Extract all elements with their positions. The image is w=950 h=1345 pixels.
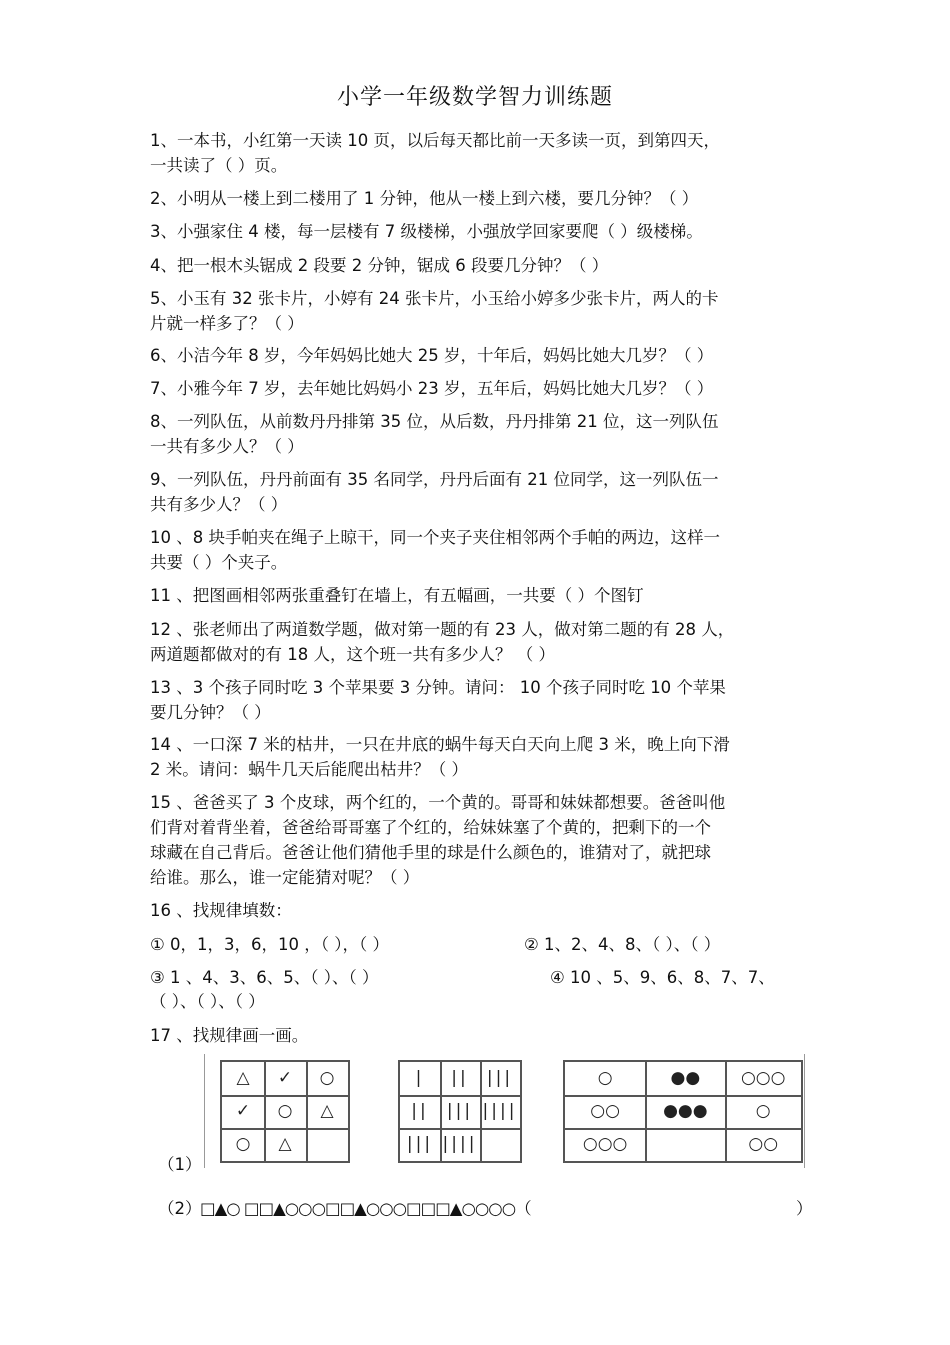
question-9-line-1: 9、一列队伍，丹丹前面有 35 名同学，丹丹后面有 21 位同学，这一列队伍一 <box>150 470 719 489</box>
question-10-line-2: 共要（ ）个夹子。 <box>150 553 288 572</box>
question-17-line-1: 17 、找规律画一画。 <box>150 1026 309 1045</box>
question-15 <box>150 790 820 890</box>
figure-frame-right <box>804 1054 805 1168</box>
figure-frame-left <box>204 1054 205 1168</box>
grid-cell <box>565 1062 645 1095</box>
grid-cell <box>306 1062 348 1095</box>
question-14-line-1: 14 、一口深 7 米的枯井，一只在井底的蜗牛每天白天向上爬 3 米，晚上向下滑 <box>150 735 730 754</box>
grid-cell-symbol: ●● <box>670 1068 701 1088</box>
question-5 <box>150 286 820 336</box>
question-9-line-2: 共有多少人？（ ） <box>150 495 288 514</box>
grid-cell <box>725 1128 801 1161</box>
grid-cell <box>400 1128 440 1161</box>
grid-cell-symbol: ○○ <box>590 1101 620 1121</box>
grid-cell <box>400 1095 440 1128</box>
grid-cell <box>400 1062 440 1095</box>
grid-cell <box>306 1128 348 1161</box>
sequence-4-continued: （ ）、（ ）、（ ） <box>150 992 265 1011</box>
grid-cell-symbol: ●●● <box>663 1101 708 1121</box>
puzzle-2-label: （2） <box>158 1199 202 1218</box>
grid-cell-symbol: ✓ <box>235 1101 251 1121</box>
question-8-line-2: 一共有多少人？（ ） <box>150 437 304 456</box>
question-1-line-2: 一共读了（ ）页。 <box>150 156 288 175</box>
grid-cell-symbol: ||| <box>446 1101 474 1121</box>
question-13 <box>150 675 820 725</box>
question-10-line-1: 10 、8 块手帕夹在绳子上晾干，同一个夹子夹住相邻两个手帕的两边，这样一 <box>150 528 720 547</box>
question-11-line-1: 11 、把图画相邻两张重叠钉在墙上，有五幅画，一共要（ ）个图钉 <box>150 586 644 605</box>
grid-cell <box>645 1128 725 1161</box>
question-4-line-1: 4、把一根木头锯成 2 段要 2 分钟，锯成 6 段要几分钟？（ ） <box>150 256 609 275</box>
grid-cell <box>645 1095 725 1128</box>
question-15-line-4: 给谁。那么，谁一定能猜对呢？（ ） <box>150 868 420 887</box>
question-17 <box>150 1023 820 1048</box>
grid-cell-symbol: || <box>411 1101 429 1121</box>
question-12-line-1: 12 、张老师出了两道数学题，做对第一题的有 23 人，做对第二题的有 28 人， <box>150 620 735 639</box>
question-7-line-1: 7、小雅今年 7 岁，去年她比妈妈小 23 岁，五年后，妈妈比她大几岁？（ ） <box>150 379 714 398</box>
question-10 <box>150 525 820 575</box>
grid-cell <box>440 1062 480 1095</box>
question-14-line-2: 2 米。请问：蜗牛几天后能爬出枯井？（ ） <box>150 760 468 779</box>
question-2 <box>150 186 820 211</box>
question-8 <box>150 409 820 459</box>
grid-cell-symbol: ○ <box>235 1134 251 1154</box>
grid-cell <box>222 1062 264 1095</box>
question-7 <box>150 376 820 401</box>
sequence-3: ③ 1 、4、3、6、5、（ ）、（ ） <box>150 968 379 987</box>
grid-cell <box>306 1095 348 1128</box>
grid-cell-symbol: |||| <box>442 1134 478 1154</box>
grid-cell-symbol: △ <box>278 1134 292 1154</box>
page-title: 小学一年级数学智力训练题 <box>336 85 613 110</box>
question-6 <box>150 343 820 368</box>
grid-cell-symbol: △ <box>236 1068 250 1088</box>
puzzle-1-label: （1） <box>158 1155 202 1174</box>
grid-cell <box>440 1095 480 1128</box>
question-14 <box>150 732 820 782</box>
grid-cell <box>440 1128 480 1161</box>
grid-cell <box>645 1062 725 1095</box>
grid-cell <box>222 1095 264 1128</box>
question-8-line-1: 8、一列队伍，从前数丹丹排第 35 位，从后数，丹丹排第 21 位，这一列队伍 <box>150 412 719 431</box>
puzzle-2-blank-end: ） <box>796 1199 813 1218</box>
grid-cell-symbol: ○○○ <box>582 1134 628 1154</box>
grid-cell-symbol: |||| <box>482 1101 518 1121</box>
grid-cell <box>725 1062 801 1095</box>
grid-cell <box>480 1095 520 1128</box>
question-5-line-2: 片就一样多了？（ ） <box>150 314 304 333</box>
question-15-line-2: 们背对着背坐着，爸爸给哥哥塞了个红的，给妹妹塞了个黄的，把剩下的一个 <box>150 818 711 837</box>
question-12-line-2: 两道题都做对的有 18 人，这个班一共有多少人？ （ ） <box>150 645 555 664</box>
question-5-line-1: 5、小玉有 32 张卡片，小婷有 24 张卡片，小玉给小婷多少张卡片，两人的卡 <box>150 289 719 308</box>
question-13-line-1: 13 、3 个孩子同时吃 3 个苹果要 3 分钟。请问： 10 个孩子同时吃 10 个苹果 <box>150 678 726 697</box>
grid-cell-symbol: ○ <box>755 1101 771 1121</box>
grid-cell-symbol: || <box>451 1068 469 1088</box>
question-3-line-1: 3、小强家住 4 楼，每一层楼有 7 级楼梯，小强放学回家要爬（ ）级楼梯。 <box>150 222 703 241</box>
question-9 <box>150 467 820 517</box>
grid-cell-symbol: | <box>415 1068 425 1088</box>
grid-cell <box>480 1062 520 1095</box>
grid-cell <box>565 1128 645 1161</box>
grid-cell-symbol: ✓ <box>277 1068 293 1088</box>
question-15-line-3: 球藏在自己背后。爸爸让他们猜他手里的球是什么颜色的，谁猜对了，就把球 <box>150 843 711 862</box>
question-2-line-1: 2、小明从一楼上到二楼用了 1 分钟，他从一楼上到六楼，要几分钟？（ ） <box>150 189 699 208</box>
sequence-2: ② 1、2、4、8、（ ）、（ ） <box>524 935 721 954</box>
grid-cell <box>264 1062 306 1095</box>
question-3 <box>150 219 820 244</box>
grid-cell <box>264 1128 306 1161</box>
question-13-line-2: 要几分钟？（ ） <box>150 703 271 722</box>
question-4 <box>150 253 820 278</box>
question-15-line-1: 15 、爸爸买了 3 个皮球，两个红的，一个黄的。哥哥和妹妹都想要。爸爸叫他 <box>150 793 726 812</box>
grid-cell-symbol: ○○○ <box>740 1068 786 1088</box>
grid-cell <box>264 1095 306 1128</box>
sequence-4: ④ 10 、5、9、6、8、7、7、 <box>550 968 775 987</box>
question-1-line-1: 1、一本书，小红第一天读 10 页，以后每天都比前一天多读一页，到第四天， <box>150 131 720 150</box>
grid-cell <box>222 1128 264 1161</box>
grid-cell <box>565 1095 645 1128</box>
grid-cell <box>725 1095 801 1128</box>
grid-cell-symbol: ○○ <box>748 1134 779 1154</box>
grid-cell <box>480 1128 520 1161</box>
grid-cell-symbol: ○ <box>319 1068 335 1088</box>
sequence-1: ① 0，1，3，6，10 ，（ ），（ ） <box>150 935 390 954</box>
puzzle-2-sequence: □▲○ □□▲○○○□□▲○○○□□□▲○○○○（ <box>200 1199 531 1218</box>
question-16 <box>150 898 820 923</box>
puzzle-grid-shapes <box>220 1060 350 1163</box>
grid-cell-symbol: ○ <box>277 1101 293 1121</box>
grid-cell-symbol: ||| <box>486 1068 514 1088</box>
puzzle-grid-circles <box>563 1060 803 1163</box>
question-12 <box>150 617 820 667</box>
question-16-line-1: 16 、找规律填数： <box>150 901 292 920</box>
question-1 <box>150 128 820 178</box>
grid-cell-symbol: △ <box>320 1101 334 1121</box>
grid-cell-symbol: ||| <box>406 1134 434 1154</box>
grid-cell-symbol: ○ <box>597 1068 613 1088</box>
question-11 <box>150 583 820 608</box>
question-6-line-1: 6、小洁今年 8 岁，今年妈妈比她大 25 岁，十年后，妈妈比她大几岁？（ ） <box>150 346 714 365</box>
puzzle-grid-lines <box>398 1060 522 1163</box>
